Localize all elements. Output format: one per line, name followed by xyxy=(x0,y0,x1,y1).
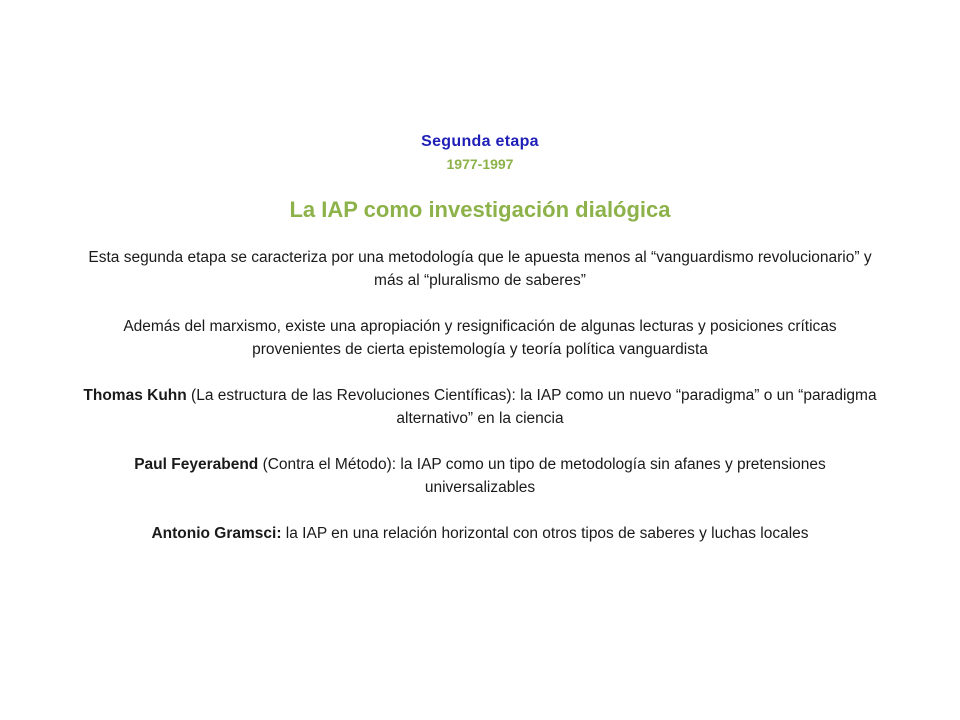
author-feyerabend: Paul Feyerabend xyxy=(134,456,259,473)
kuhn-text: (La estructura de las Revoluciones Científicas): la IAP como un nuevo “paradigma” o un “paradigma alternativo” en la ciencia xyxy=(186,387,877,427)
author-kuhn: Thomas Kuhn xyxy=(83,387,187,404)
years-range: 1977-1997 xyxy=(446,156,514,172)
paragraph-kuhn xyxy=(80,384,880,430)
slide-content xyxy=(80,130,880,545)
paragraph-marxism: Además del marxismo, existe una apropiación y resignificación de algunas lecturas y posiciones críticas provenientes de cierta epistemología y teoría política vanguardista xyxy=(123,318,837,358)
stage-heading: Segunda etapa xyxy=(421,133,539,150)
feyerabend-text: (Contra el Método): la IAP como un tipo de metodología sin afanes y pretensiones universalizables xyxy=(258,456,826,496)
paragraph-intro: Esta segunda etapa se caracteriza por una metodología que le apuesta menos al “vanguardismo revolucionario” y más al “pluralismo de saberes” xyxy=(88,249,872,289)
paragraph-feyerabend xyxy=(80,453,880,499)
author-gramsci: Antonio Gramsci: xyxy=(151,525,282,542)
slide-title: La IAP como investigación dialógica xyxy=(289,197,671,222)
paragraph-gramsci xyxy=(80,522,880,545)
gramsci-text: la IAP en una relación horizontal con otros tipos de saberes y luchas locales xyxy=(281,525,809,542)
